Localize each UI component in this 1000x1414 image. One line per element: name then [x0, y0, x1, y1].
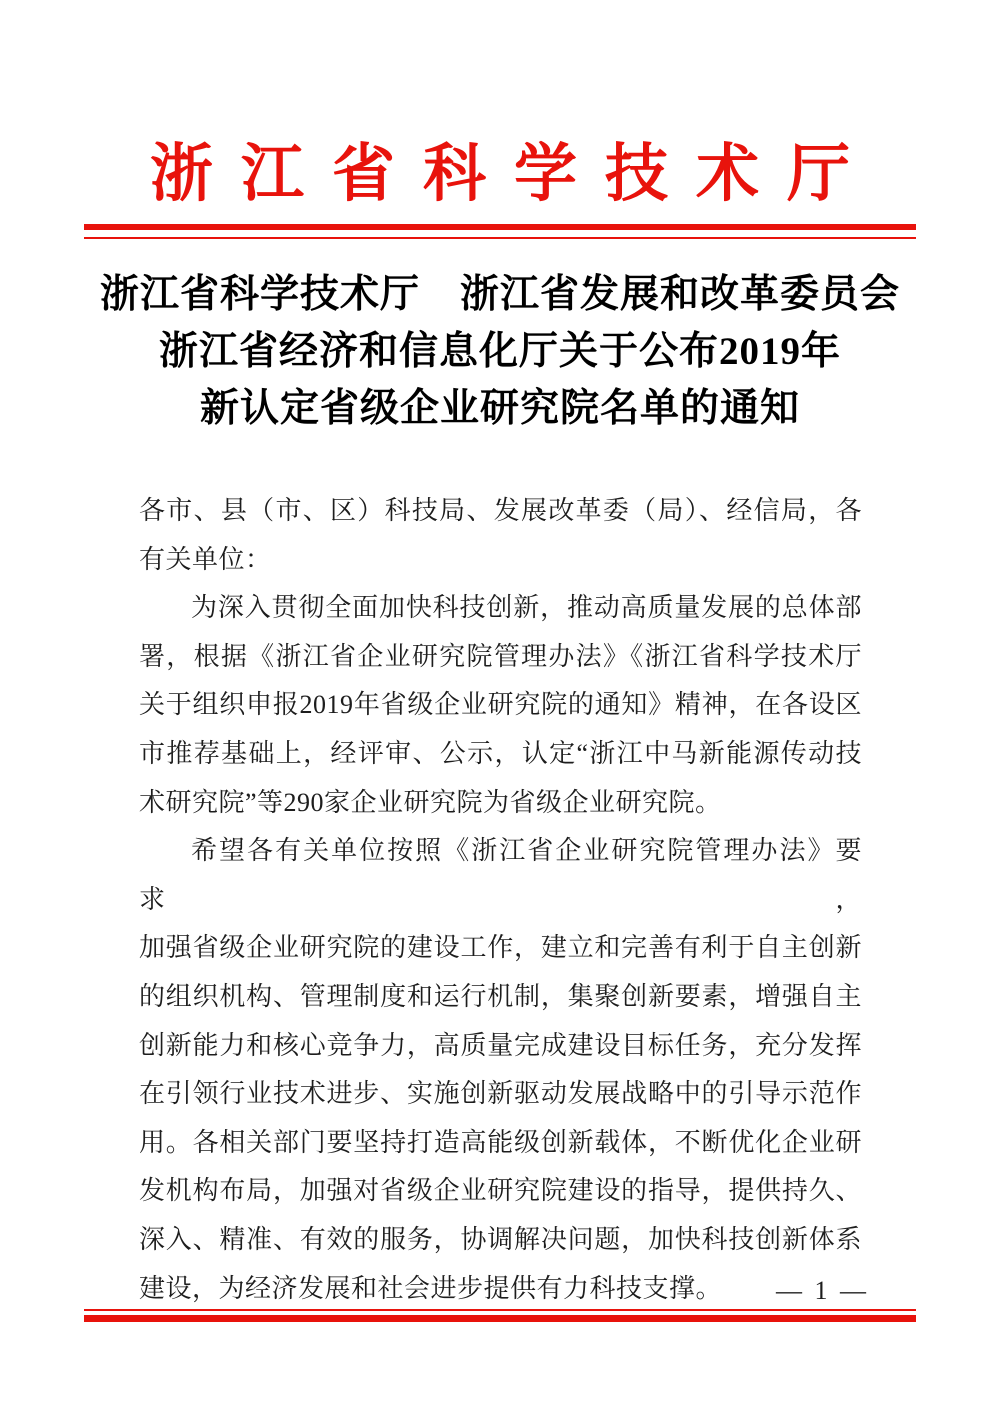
document-title-line-3: 新认定省级企业研究院名单的通知 [199, 387, 800, 430]
body-line: 术研究院”等290家企业研究院为省级企业研究院。 [139, 787, 722, 817]
document-title [0, 266, 1000, 437]
letterhead-rule-thin [84, 237, 916, 239]
body-line: 署，根据《浙江省企业研究院管理办法》《浙江省科学技术厅 [139, 641, 862, 671]
body-line: 各市、县（市、区）科技局、发展改革委（局）、经信局，各 [139, 496, 862, 525]
body-line: 的组织机构、管理制度和运行机制，集聚创新要素，增强自主 [139, 981, 862, 1011]
document-title-line-1: 浙江省科学技术厅 浙江省发展和改革委员会 [99, 273, 900, 316]
body-line: 有关单位： [139, 544, 272, 574]
footer-rule-thick [84, 1315, 916, 1322]
letterhead-rule-thick [84, 224, 916, 230]
footer-rule-thin [84, 1309, 916, 1311]
body-line: 加强省级企业研究院的建设工作，建立和完善有利于自主创新 [139, 933, 862, 963]
document-title-line-2: 浙江省经济和信息化厅关于公布2019年 [158, 330, 841, 373]
body-line: 创新能力和核心竞争力，高质量完成建设目标任务，充分发挥 [139, 1030, 862, 1060]
page-number: — 1 — [776, 1276, 869, 1305]
body-line: 深入、精准、有效的服务，协调解决问题，加快科技创新体系 [139, 1224, 862, 1254]
letterhead-agency-title: 浙江省科学技术厅 [150, 139, 878, 209]
body-line: 在引领行业技术进步、实施创新驱动发展战略中的引导示范作 [139, 1079, 862, 1109]
body-line: 发机构布局，加强对省级企业研究院建设的指导，提供持久、 [139, 1176, 862, 1206]
body-line: 关于组织申报2019年省级企业研究院的通知》精神，在各设区 [139, 690, 862, 720]
document-body [139, 487, 862, 1313]
body-line: 为深入贯彻全面加快科技创新，推动高质量发展的总体部 [191, 593, 862, 623]
body-line: 希望各有关单位按照《浙江省企业研究院管理办法》要求， [139, 836, 862, 914]
body-line: 建设，为经济发展和社会进步提供有力科技支撑。 [139, 1273, 723, 1303]
body-line: 用。各相关部门要坚持打造高能级创新载体，不断优化企业研 [139, 1127, 862, 1157]
body-line: 市推荐基础上，经评审、公示，认定“浙江中马新能源传动技 [139, 738, 862, 768]
